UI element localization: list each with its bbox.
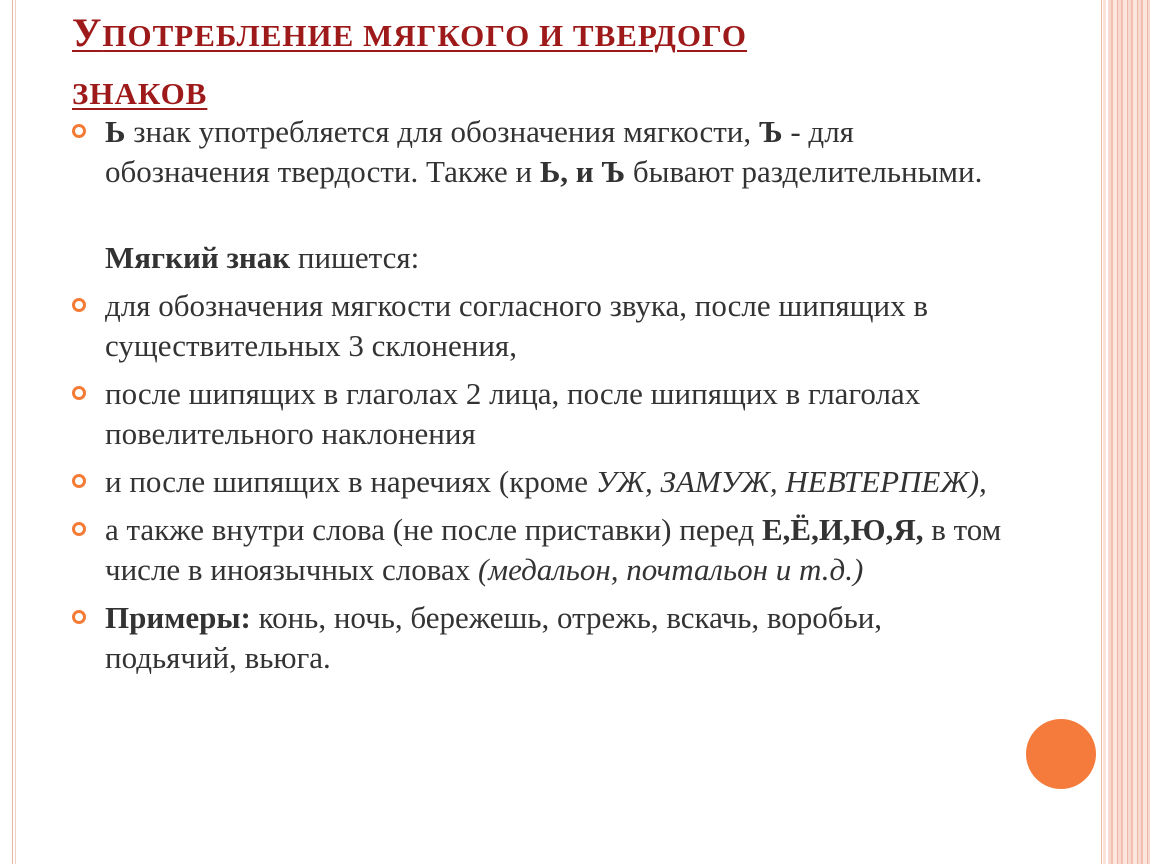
soft-sign-bold: Мягкий знак xyxy=(105,240,291,275)
rule-3-exceptions: УЖ, ЗАМУЖ, НЕВТЕРПЕЖ), xyxy=(595,464,987,499)
rule-4-text-2: в том числе в иноязычных словах xyxy=(105,512,1002,587)
intro-soft-sign: Ь xyxy=(105,114,126,149)
rule-4-text: а также внутри слова (не после приставки) перед xyxy=(105,512,762,547)
bullet-icon xyxy=(72,522,86,536)
rule-4-examples: (медальон, почтальон и т.д.) xyxy=(477,552,864,587)
bullet-icon xyxy=(72,124,86,138)
examples-text: конь, ночь, бережешь, отрежь, вскачь, воробьи, подьячий, вьюга. xyxy=(105,600,883,675)
frame-right-stripe xyxy=(1108,0,1150,864)
frame-left-line xyxy=(12,0,13,864)
intro-both-signs: Ь, и Ъ xyxy=(539,154,626,189)
rule-2-text: после шипящих в глаголах 2 лица, после шипящих в глаголах повелительного наклонения xyxy=(105,376,921,451)
bullet-icon xyxy=(72,474,86,488)
bullet-icon xyxy=(72,298,86,312)
soft-sign-heading xyxy=(72,238,1012,278)
rule-3-text: и после шипящих в наречиях (кроме xyxy=(105,464,596,499)
title-line1: ПОТРЕБЛЕНИЕ МЯГКОГО И ТВЕРДОГО xyxy=(102,18,748,53)
slide-title xyxy=(72,4,972,123)
intro-text-2: - для обозначения твердости. Также и xyxy=(105,114,854,189)
rule-item-4 xyxy=(72,510,1012,590)
intro-hard-sign: Ъ xyxy=(758,114,783,149)
intro-item xyxy=(72,112,1012,192)
rule-item-1 xyxy=(72,286,1012,366)
rule-4-vowels: Е,Ё,И,Ю,Я, xyxy=(761,512,924,547)
frame-right-edge xyxy=(1103,0,1106,864)
examples-label: Примеры: xyxy=(105,600,251,635)
rule-item-3 xyxy=(72,462,1012,502)
orange-circle-decoration xyxy=(1026,719,1096,789)
frame-left-line-inner xyxy=(15,0,16,864)
intro-text-1: знак употребляется для обозначения мягкости, xyxy=(125,114,759,149)
examples-item xyxy=(72,598,1012,678)
title-line2: ЗНАКОВ xyxy=(72,76,208,111)
bullet-icon xyxy=(72,610,86,624)
soft-sign-rest: пишется: xyxy=(290,240,420,275)
title-initial: У xyxy=(72,10,103,55)
bullet-icon xyxy=(72,386,86,400)
frame-right-line xyxy=(1101,0,1102,864)
rule-1-text: для обозначения мягкости согласного звука, после шипящих в существительных 3 склонения, xyxy=(105,288,929,363)
slide-content xyxy=(72,112,1012,678)
rule-item-2 xyxy=(72,374,1012,454)
intro-text-3: бывают разделительными. xyxy=(625,154,983,189)
